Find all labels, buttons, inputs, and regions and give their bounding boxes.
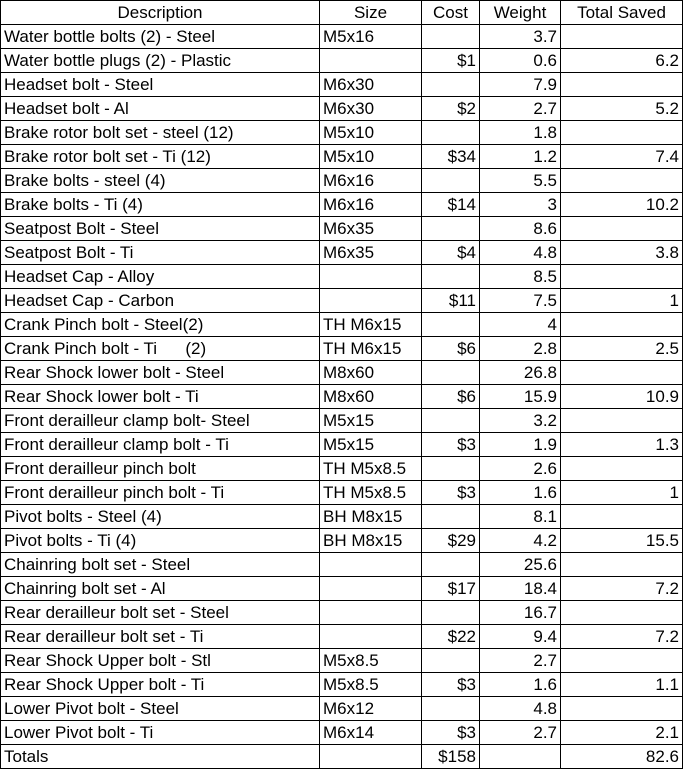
- cell-description: Seatpost Bolt - Ti: [1, 241, 320, 265]
- table-row: [1, 529, 683, 553]
- cell-description: Front derailleur clamp bolt - Ti: [1, 433, 320, 457]
- cell-size: M6x16: [320, 169, 422, 193]
- cell-total-saved: [561, 217, 683, 241]
- cell-size: BH M8x15: [320, 505, 422, 529]
- cell-cost: [422, 169, 480, 193]
- cell-total-saved: [561, 697, 683, 721]
- cell-total-saved: 10.9: [561, 385, 683, 409]
- cell-total-saved: 1.1: [561, 673, 683, 697]
- cell-description: Rear Shock lower bolt - Steel: [1, 361, 320, 385]
- cell-description: Water bottle plugs (2) - Plastic: [1, 49, 320, 73]
- cell-total-saved: [561, 553, 683, 577]
- cell-weight: 4: [480, 313, 561, 337]
- cell-weight: 2.8: [480, 337, 561, 361]
- cell-total-saved: 10.2: [561, 193, 683, 217]
- cell-total-saved: 7.2: [561, 577, 683, 601]
- table-row: [1, 505, 683, 529]
- cell-cost: $4: [422, 241, 480, 265]
- cell-total-saved: 1.3: [561, 433, 683, 457]
- cell-description: Rear Shock lower bolt - Ti: [1, 385, 320, 409]
- cell-total-saved: [561, 265, 683, 289]
- cell-weight: 8.5: [480, 265, 561, 289]
- table-row: [1, 625, 683, 649]
- cell-size: M5x10: [320, 145, 422, 169]
- cell-description: Rear derailleur bolt set - Ti: [1, 625, 320, 649]
- cell-cost: [422, 649, 480, 673]
- cell-description: Brake rotor bolt set - Ti (12): [1, 145, 320, 169]
- totals-weight: [480, 745, 561, 769]
- table-row: [1, 313, 683, 337]
- cell-total-saved: [561, 313, 683, 337]
- totals-saved: 82.6: [561, 745, 683, 769]
- cell-total-saved: 1: [561, 289, 683, 313]
- cell-total-saved: [561, 601, 683, 625]
- cell-description: Front derailleur clamp bolt- Steel: [1, 409, 320, 433]
- cell-cost: $29: [422, 529, 480, 553]
- cell-weight: 7.5: [480, 289, 561, 313]
- table-row: [1, 433, 683, 457]
- cell-weight: 9.4: [480, 625, 561, 649]
- cell-description: Headset Cap - Carbon: [1, 289, 320, 313]
- cell-total-saved: [561, 169, 683, 193]
- cell-cost: [422, 25, 480, 49]
- cell-weight: 0.6: [480, 49, 561, 73]
- cell-cost: $17: [422, 577, 480, 601]
- cell-size: M6x12: [320, 697, 422, 721]
- cell-size: TH M5x8.5: [320, 481, 422, 505]
- cell-weight: 8.1: [480, 505, 561, 529]
- cell-weight: 2.6: [480, 457, 561, 481]
- cell-size: M5x16: [320, 25, 422, 49]
- cell-size: BH M8x15: [320, 529, 422, 553]
- cell-size: TH M6x15: [320, 337, 422, 361]
- cell-description: Seatpost Bolt - Steel: [1, 217, 320, 241]
- table-row: [1, 241, 683, 265]
- cell-cost: $3: [422, 721, 480, 745]
- table-row: [1, 121, 683, 145]
- table-row: [1, 169, 683, 193]
- cell-size: M6x35: [320, 241, 422, 265]
- table-row: [1, 481, 683, 505]
- cell-total-saved: [561, 361, 683, 385]
- table-row: [1, 409, 683, 433]
- cell-size: [320, 49, 422, 73]
- cell-description: Pivot bolts - Ti (4): [1, 529, 320, 553]
- cell-description: Front derailleur pinch bolt: [1, 457, 320, 481]
- table-row: [1, 145, 683, 169]
- cell-total-saved: 3.8: [561, 241, 683, 265]
- header-row: [1, 1, 683, 25]
- cell-size: M6x30: [320, 73, 422, 97]
- table-row: [1, 193, 683, 217]
- cell-size: TH M5x8.5: [320, 457, 422, 481]
- cell-description: Water bottle bolts (2) - Steel: [1, 25, 320, 49]
- cell-weight: 2.7: [480, 721, 561, 745]
- cell-weight: 1.6: [480, 481, 561, 505]
- cell-cost: $6: [422, 337, 480, 361]
- cell-weight: 3: [480, 193, 561, 217]
- cell-cost: $11: [422, 289, 480, 313]
- cell-weight: 3.2: [480, 409, 561, 433]
- header-total-saved: Total Saved: [561, 1, 683, 25]
- cell-cost: $3: [422, 433, 480, 457]
- table-row: [1, 601, 683, 625]
- cell-total-saved: 5.2: [561, 97, 683, 121]
- cell-weight: 4.8: [480, 241, 561, 265]
- cell-weight: 8.6: [480, 217, 561, 241]
- cell-size: [320, 577, 422, 601]
- cell-total-saved: [561, 121, 683, 145]
- cell-size: M5x15: [320, 409, 422, 433]
- table-body: [1, 25, 683, 745]
- cell-weight: 3.7: [480, 25, 561, 49]
- cell-weight: 25.6: [480, 553, 561, 577]
- cell-cost: [422, 457, 480, 481]
- cell-size: M5x15: [320, 433, 422, 457]
- cell-total-saved: 7.4: [561, 145, 683, 169]
- cell-cost: $34: [422, 145, 480, 169]
- table-row: [1, 289, 683, 313]
- cell-total-saved: [561, 457, 683, 481]
- cell-size: [320, 265, 422, 289]
- cell-total-saved: 7.2: [561, 625, 683, 649]
- cell-size: M5x8.5: [320, 649, 422, 673]
- table-row: [1, 337, 683, 361]
- cell-cost: $6: [422, 385, 480, 409]
- table-row: [1, 457, 683, 481]
- cell-cost: [422, 121, 480, 145]
- cell-cost: [422, 601, 480, 625]
- cell-cost: [422, 409, 480, 433]
- cell-size: M6x14: [320, 721, 422, 745]
- table-row: [1, 649, 683, 673]
- cell-weight: 4.8: [480, 697, 561, 721]
- cell-description: Brake rotor bolt set - steel (12): [1, 121, 320, 145]
- cell-size: M8x60: [320, 361, 422, 385]
- totals-row: [1, 745, 683, 769]
- cell-cost: [422, 217, 480, 241]
- cell-description: Chainring bolt set - Al: [1, 577, 320, 601]
- cell-weight: 1.8: [480, 121, 561, 145]
- cell-description: Brake bolts - steel (4): [1, 169, 320, 193]
- cell-description: Pivot bolts - Steel (4): [1, 505, 320, 529]
- totals-cost: $158: [422, 745, 480, 769]
- table-row: [1, 697, 683, 721]
- cell-cost: $14: [422, 193, 480, 217]
- cell-total-saved: 2.1: [561, 721, 683, 745]
- cell-weight: 18.4: [480, 577, 561, 601]
- cell-size: [320, 601, 422, 625]
- cell-size: M6x35: [320, 217, 422, 241]
- table-row: [1, 721, 683, 745]
- cell-description: Rear derailleur bolt set - Steel: [1, 601, 320, 625]
- cell-weight: 2.7: [480, 649, 561, 673]
- cell-description: Headset Cap - Alloy: [1, 265, 320, 289]
- cell-cost: [422, 697, 480, 721]
- table-row: [1, 265, 683, 289]
- cell-size: M5x10: [320, 121, 422, 145]
- table-row: [1, 577, 683, 601]
- table-row: [1, 73, 683, 97]
- cell-size: M6x16: [320, 193, 422, 217]
- cell-cost: [422, 265, 480, 289]
- cell-total-saved: 1: [561, 481, 683, 505]
- cell-cost: [422, 313, 480, 337]
- cell-weight: 5.5: [480, 169, 561, 193]
- cell-total-saved: 6.2: [561, 49, 683, 73]
- cell-cost: $22: [422, 625, 480, 649]
- cell-size: M8x60: [320, 385, 422, 409]
- cell-total-saved: [561, 25, 683, 49]
- cell-cost: [422, 73, 480, 97]
- cell-description: Crank Pinch bolt - Steel(2): [1, 313, 320, 337]
- cell-weight: 16.7: [480, 601, 561, 625]
- cell-cost: $2: [422, 97, 480, 121]
- header-weight: Weight: [480, 1, 561, 25]
- table-row: [1, 361, 683, 385]
- cell-weight: 26.8: [480, 361, 561, 385]
- cell-description: Rear Shock Upper bolt - Stl: [1, 649, 320, 673]
- cell-cost: $3: [422, 673, 480, 697]
- totals-size: [320, 745, 422, 769]
- cell-weight: 15.9: [480, 385, 561, 409]
- cell-description: Rear Shock Upper bolt - Ti: [1, 673, 320, 697]
- cell-cost: [422, 361, 480, 385]
- cell-size: M6x30: [320, 97, 422, 121]
- cell-cost: [422, 505, 480, 529]
- cell-weight: 7.9: [480, 73, 561, 97]
- cell-weight: 4.2: [480, 529, 561, 553]
- table-row: [1, 217, 683, 241]
- cell-weight: 1.2: [480, 145, 561, 169]
- cell-cost: [422, 553, 480, 577]
- table-row: [1, 673, 683, 697]
- cell-description: Headset bolt - Al: [1, 97, 320, 121]
- table-row: [1, 97, 683, 121]
- cell-size: [320, 289, 422, 313]
- cell-size: TH M6x15: [320, 313, 422, 337]
- table-row: [1, 553, 683, 577]
- cell-cost: $3: [422, 481, 480, 505]
- cell-weight: 1.9: [480, 433, 561, 457]
- cell-description: Lower Pivot bolt - Steel: [1, 697, 320, 721]
- cell-description: Brake bolts - Ti (4): [1, 193, 320, 217]
- cell-total-saved: [561, 649, 683, 673]
- cell-weight: 2.7: [480, 97, 561, 121]
- cell-total-saved: 15.5: [561, 529, 683, 553]
- table-row: [1, 49, 683, 73]
- cell-description: Lower Pivot bolt - Ti: [1, 721, 320, 745]
- cell-total-saved: [561, 409, 683, 433]
- totals-label: Totals: [1, 745, 320, 769]
- cell-total-saved: [561, 505, 683, 529]
- cell-weight: 1.6: [480, 673, 561, 697]
- cell-size: [320, 553, 422, 577]
- cell-description: Chainring bolt set - Steel: [1, 553, 320, 577]
- header-size: Size: [320, 1, 422, 25]
- cell-description: Crank Pinch bolt - Ti (2): [1, 337, 320, 361]
- cell-total-saved: 2.5: [561, 337, 683, 361]
- cell-description: Headset bolt - Steel: [1, 73, 320, 97]
- table-row: [1, 25, 683, 49]
- cell-cost: $1: [422, 49, 480, 73]
- cell-total-saved: [561, 73, 683, 97]
- header-cost: Cost: [422, 1, 480, 25]
- header-description: Description: [1, 1, 320, 25]
- cell-size: M5x8.5: [320, 673, 422, 697]
- cell-size: [320, 625, 422, 649]
- cell-description: Front derailleur pinch bolt - Ti: [1, 481, 320, 505]
- table-row: [1, 385, 683, 409]
